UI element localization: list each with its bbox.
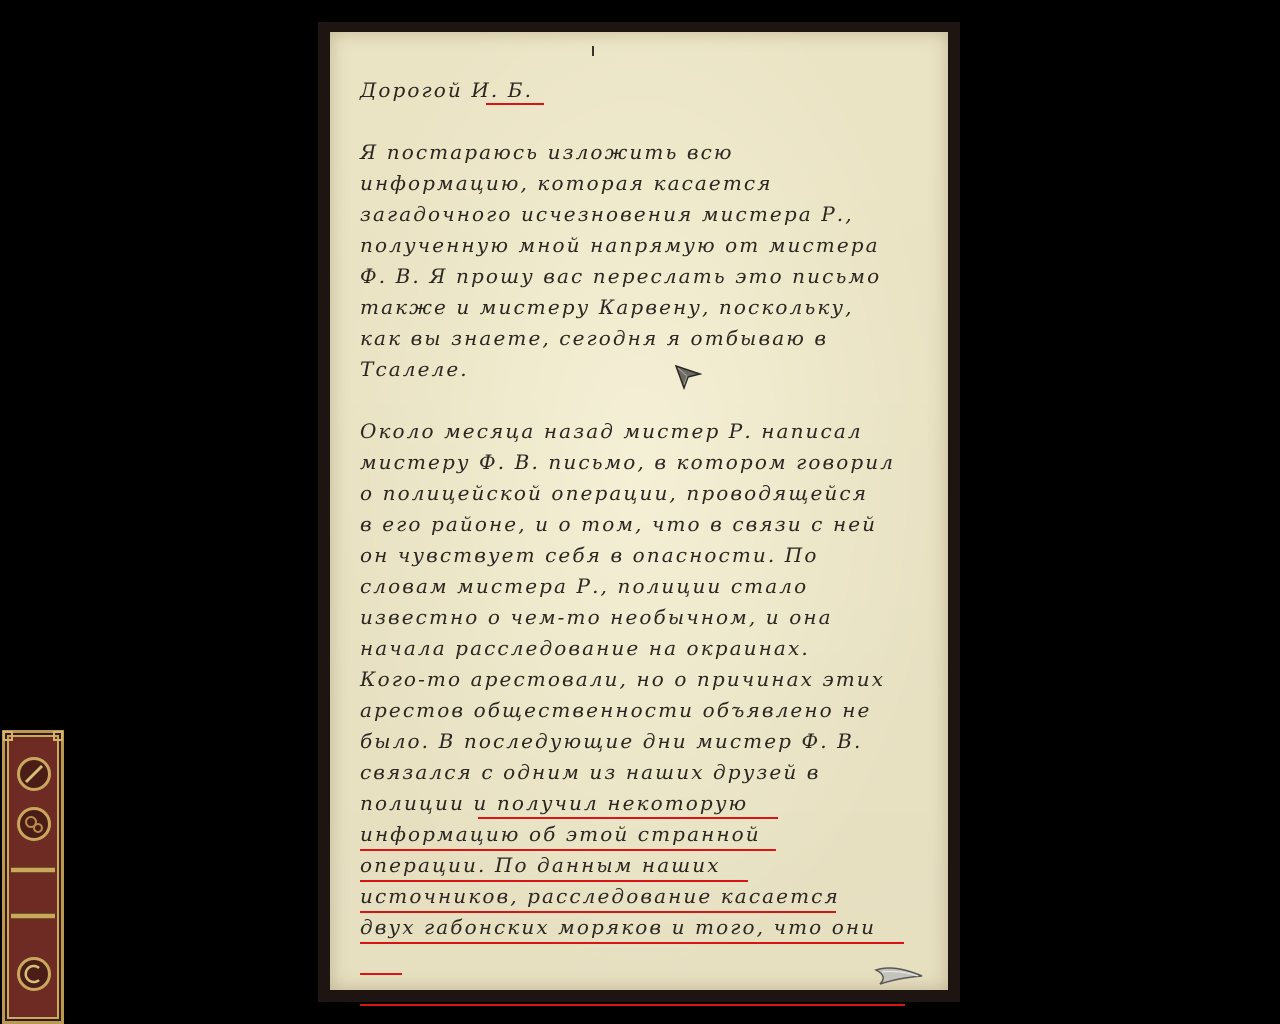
letter-line: словам мистера Р., полиции стало: [360, 574, 809, 598]
letter-line: начала расследование на окраинах.: [360, 636, 810, 660]
letter-line: как вы знаете, сегодня я отбываю в: [360, 326, 829, 350]
letter-greeting: [360, 78, 533, 102]
letter-line: Около месяца назад мистер Р. написал: [360, 419, 863, 443]
letter-line: Кого-то арестовали, но о причинах этих: [360, 667, 886, 691]
letter-line-underlined: источников, расследование касается: [360, 884, 840, 908]
letter-line: Я постараюсь изложить всю: [360, 140, 734, 164]
underline-mark: [360, 911, 836, 913]
letter-line: загадочного исчезновения мистера Р.,: [360, 202, 854, 226]
letter-line: арестов общественности объявлено не: [360, 698, 872, 722]
underline-mark: [478, 817, 778, 819]
greeting-prefix: Дорогой: [360, 78, 472, 102]
gears-icon: [20, 810, 48, 843]
letter-line: в его районе, и о том, что в связи с ней: [360, 512, 878, 536]
letter-line-underlined: [360, 791, 748, 815]
underline-mark: [360, 1004, 905, 1006]
underline-mark: [360, 942, 904, 944]
letter-line: Ф. В. Я прошу вас переслать это письмо: [360, 264, 882, 288]
letter-line-underlined: операции. По данным наших: [360, 853, 721, 877]
line-underlined-part: и получил некоторую: [473, 791, 749, 815]
letter-line: полученную мной напрямую от мистера: [360, 233, 880, 257]
letter-line-underlined: информацию об этой странной: [360, 822, 761, 846]
underline-mark: [360, 973, 402, 975]
letter-paper: [330, 32, 948, 990]
letter-line: о полицейской операции, проводящейся: [360, 481, 869, 505]
paper-mark: [592, 46, 594, 56]
letter-line: связался с одним из наших друзей в: [360, 760, 821, 784]
letter-line: Тсалеле.: [360, 357, 469, 381]
letter-line: известно о чем-то необычном, и она: [360, 605, 833, 629]
letter-line: информацию, которая касается: [360, 171, 773, 195]
panel-divider: [11, 913, 55, 919]
letter-line: он чувствует себя в опасности. По: [360, 543, 819, 567]
pencil-button[interactable]: [17, 757, 51, 791]
return-button[interactable]: [17, 957, 51, 991]
gears-button[interactable]: [17, 807, 51, 841]
letter-line: также и мистеру Карвену, поскольку,: [360, 295, 854, 319]
underline-mark: [360, 849, 776, 851]
underline-mark: [360, 880, 748, 882]
side-tool-panel: [2, 730, 64, 1024]
return-icon: [20, 960, 48, 993]
panel-divider: [11, 867, 55, 873]
letter-line: мистеру Ф. В. письмо, в котором говорил: [360, 450, 896, 474]
greeting-name: И. Б.: [471, 78, 534, 102]
letter-line: было. В последующие дни мистер Ф. В.: [360, 729, 863, 753]
panel-corner: [3, 731, 13, 741]
line-prefix: полиции: [360, 791, 474, 815]
arrow-cursor-icon: [674, 364, 702, 395]
letter-line-underlined: двух габонских моряков и того, что они: [360, 915, 877, 939]
underline-mark: [486, 103, 544, 105]
next-page-arrow-icon[interactable]: [874, 960, 924, 993]
pencil-icon: [20, 760, 48, 793]
panel-corner: [53, 731, 63, 741]
